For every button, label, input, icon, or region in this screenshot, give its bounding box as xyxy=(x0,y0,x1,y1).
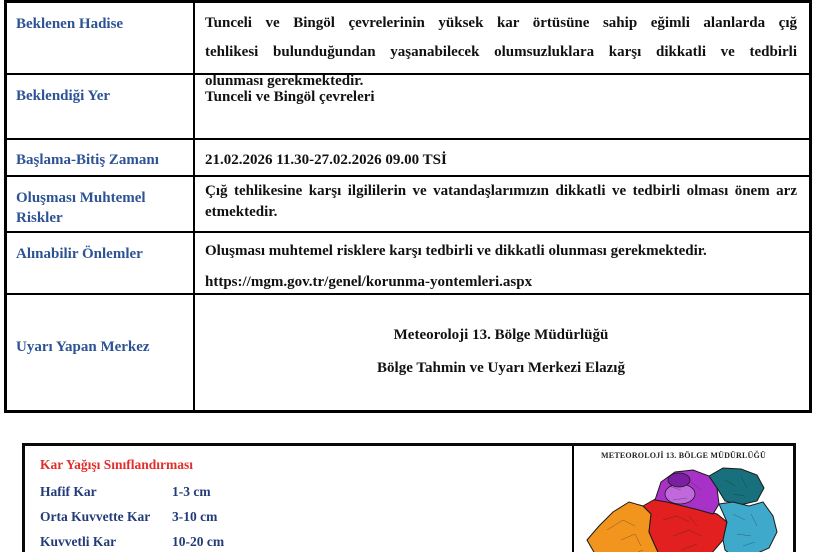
map-subregion-dark xyxy=(668,473,690,487)
text-line: Tunceli ve Bingöl çevrelerinin yüksek kar örtüsüne sahip eğimli alanlarda çığ xyxy=(205,15,797,31)
table-row xyxy=(7,233,809,295)
legend-item-value: 3-10 cm xyxy=(172,509,218,524)
row-content-issuing-center xyxy=(195,295,809,410)
row-content-expected-place: Tunceli ve Bingöl çevreleri xyxy=(205,89,375,105)
table-row xyxy=(7,177,809,233)
text-line: olunması gerekmektedir. xyxy=(205,73,364,89)
row-label-expected-event: Beklenen Hadise xyxy=(7,3,195,96)
legend-item-moderate-snow xyxy=(40,509,572,525)
table-row xyxy=(7,295,809,410)
region-map-title: METEOROLOJİ 13. BÖLGE MÜDÜRLÜĞÜ xyxy=(601,451,766,460)
row-label-precautions: Alınabilir Önlemler xyxy=(7,233,195,293)
legend-item-label: Kuvvetli Kar xyxy=(40,534,117,549)
row-label-issuing-center: Uyarı Yapan Merkez xyxy=(7,295,195,410)
legend-title: Kar Yağışı Sınıflandırması xyxy=(40,457,194,472)
region-map-image xyxy=(577,460,791,552)
legend-item-value: 10-20 cm xyxy=(172,534,225,549)
table-row xyxy=(7,75,809,140)
row-content-possible-risks xyxy=(195,177,809,231)
text-line: tehlikesi bulunduğundan yaşanabilecek olumsuzluklara karşı dikkatli ve tedbirli xyxy=(205,44,797,60)
legend-item-label: Hafif Kar xyxy=(40,484,97,499)
snow-classification-legend xyxy=(25,446,572,552)
issuing-center-line2: Bölge Tahmin ve Uyarı Merkezi Elazığ xyxy=(377,360,625,376)
region-map-panel xyxy=(572,446,793,552)
warning-table xyxy=(4,0,812,413)
legend-item-heavy-snow xyxy=(40,534,572,550)
row-content-precautions xyxy=(195,233,809,293)
legend-item-light-snow xyxy=(40,484,572,500)
precautions-text: Oluşması muhtemel risklere karşı tedbirli ve dikkatli olunması gerekmektedir. xyxy=(205,243,707,259)
text-line: etmektedir. xyxy=(205,204,278,220)
legend-item-label: Orta Kuvvette Kar xyxy=(40,509,151,524)
text-line: Çığ tehlikesine karşı ilgililerin ve vatandaşlarımızın dikkatli ve tedbirli olması önem arz xyxy=(205,183,797,199)
table-row xyxy=(7,140,809,177)
row-label-possible-risks: Oluşması Muhtemel Riskler xyxy=(7,177,195,231)
row-label-expected-place: Beklendiği Yer xyxy=(7,75,195,138)
row-content-start-end-time: 21.02.2026 11.30-27.02.2026 09.00 TSİ xyxy=(205,152,447,168)
legend-item-value: 1-3 cm xyxy=(172,484,211,499)
snow-classification-panel xyxy=(22,443,796,552)
issuing-center-line1: Meteoroloji 13. Bölge Müdürlüğü xyxy=(393,327,609,343)
protection-methods-link[interactable]: https://mgm.gov.tr/genel/korunma-yontemleri.aspx xyxy=(205,274,533,290)
row-label-start-end-time: Başlama-Bitiş Zamanı xyxy=(7,140,195,175)
table-row xyxy=(7,3,809,89)
